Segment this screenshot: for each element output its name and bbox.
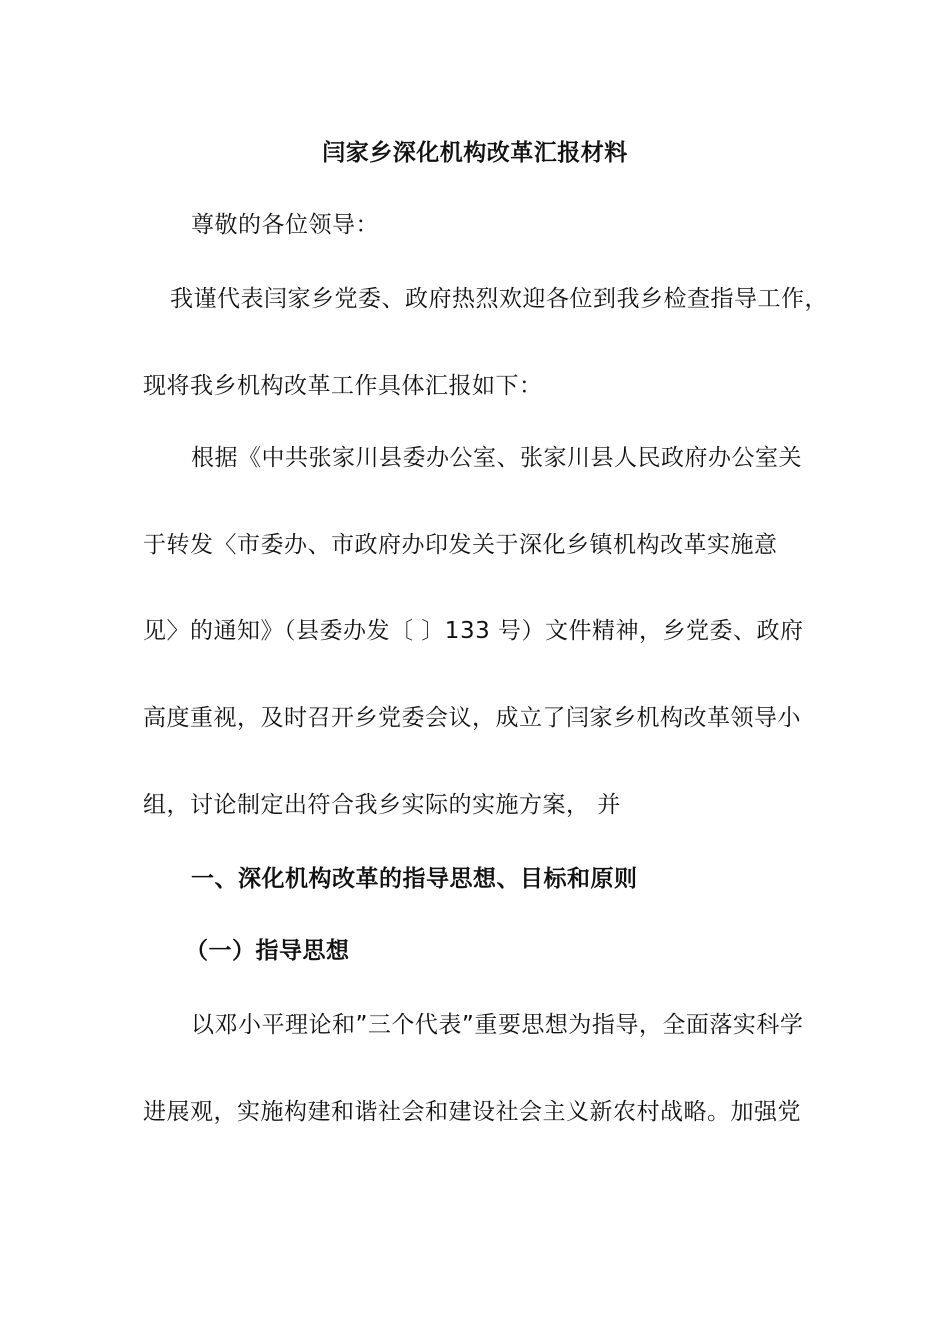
document-title: 闫家乡深化机构改革汇报材料: [322, 140, 628, 166]
paragraph-1-line-2: 现将我乡机构改革工作具体汇报如下：: [143, 373, 543, 399]
paragraph-2-line-5: 组，讨论制定出符合我乡实际的实施方案， 并: [143, 792, 621, 818]
paragraph-2-line-4: 高度重视，及时召开乡党委会议，成立了闫家乡机构改革领导小: [143, 705, 801, 731]
paragraph-1-line-1: 我谨代表闫家乡党委、政府热烈欢迎各位到我乡检查指导工作，: [170, 286, 828, 312]
paragraph-3-line-2: 进展观，实施构建和谐社会和建设社会主义新农村战略。加强党: [143, 1099, 801, 1125]
paragraph-2-line-2: 于转发〈市委办、市政府办印发关于深化乡镇机构改革实施意: [143, 532, 778, 558]
paragraph-2-line-1: 根据《中共张家川县委办公室、张家川县人民政府办公室关: [191, 445, 802, 471]
paragraph-3-line-1: 以邓小平理论和”三个代表”重要思想为指导，全面落实科学: [191, 1012, 804, 1038]
section-heading-2: （一）指导思想: [185, 938, 350, 964]
salutation: 尊敬的各位领导：: [191, 212, 379, 238]
section-heading-1: 一、深化机构改革的指导思想、目标和原则: [191, 866, 638, 892]
paragraph-2-line-3: 见〉的通知》（县委办发〔 〕133 号）文件精神，乡党委、政府: [143, 618, 804, 644]
